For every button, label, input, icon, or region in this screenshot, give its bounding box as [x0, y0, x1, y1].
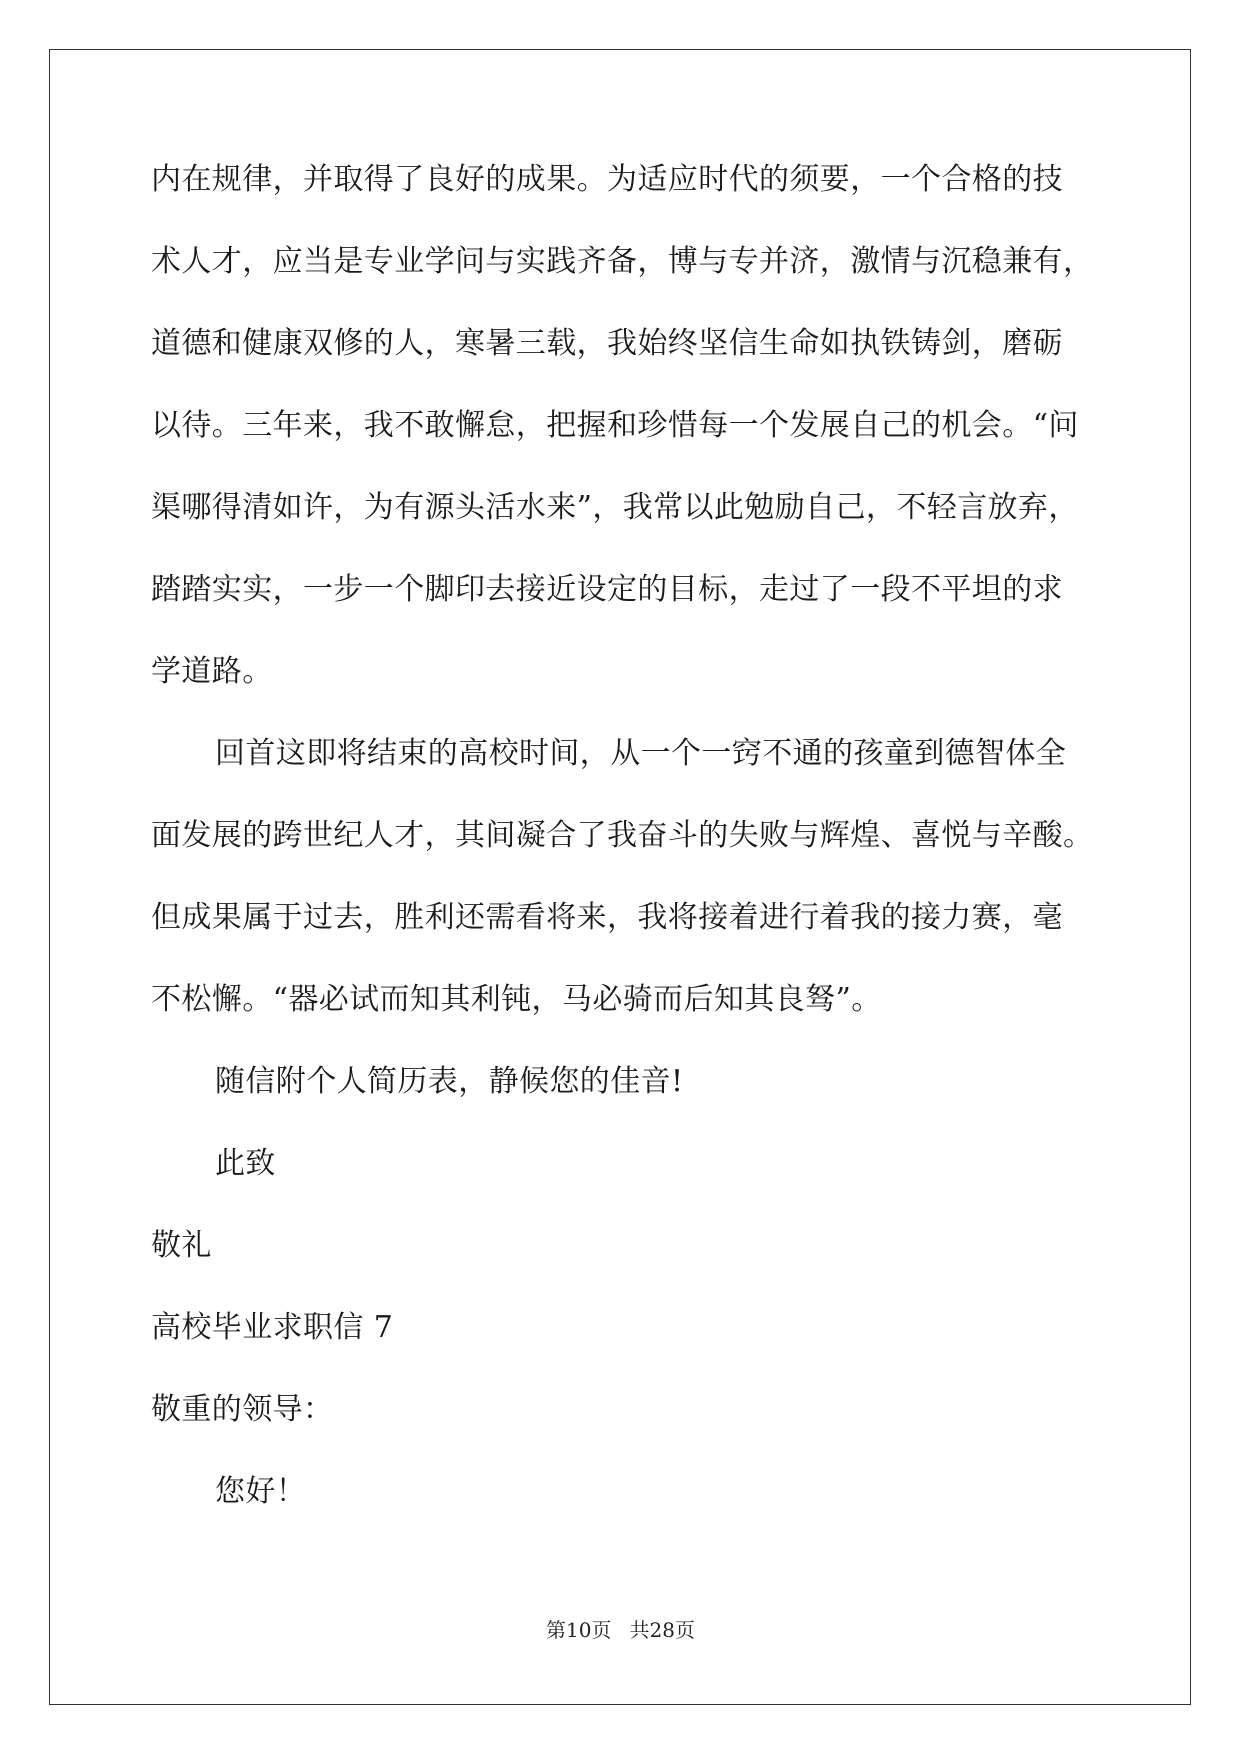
total-pages: 共28页 — [629, 1618, 695, 1642]
letter-greeting: 敬重的领导： — [151, 1392, 334, 1427]
paragraph-line: 术人才，应当是专业学问与实践齐备，博与专并济，激情与沉稳兼有， — [151, 244, 1094, 279]
current-page-number: 第10页 — [546, 1618, 612, 1642]
paragraph-line: 渠哪得清如许，为有源头活水来”，我常以此勉励自己，不轻言放弃， — [151, 490, 1079, 525]
closing-line: 随信附个人简历表，静候您的佳音! — [215, 1064, 684, 1099]
paragraph-line: 以待。三年来，我不敢懈怠，把握和珍惜每一个发展自己的机会。“问 — [151, 408, 1079, 443]
paragraph-line: 踏踏实实，一步一个脚印去接近设定的目标，走过了一段不平坦的求 — [151, 572, 1063, 607]
salutation-cizhi: 此致 — [215, 1146, 276, 1181]
paragraph-line: 不松懈。“器必试而知其利钝，马必骑而后知其良驽”。 — [151, 982, 882, 1017]
paragraph-line: 面发展的跨世纪人才，其间凝合了我奋斗的失败与辉煌、喜悦与辛酸。 — [151, 818, 1094, 853]
salutation-jingli: 敬礼 — [151, 1228, 212, 1263]
document-body — [151, 160, 1111, 1554]
section-heading: 高校毕业求职信 7 — [151, 1310, 394, 1345]
letter-hello: 您好！ — [215, 1474, 307, 1509]
paragraph-line: 内在规律，并取得了良好的成果。为适应时代的须要，一个合格的技 — [151, 162, 1063, 197]
page-footer — [0, 1614, 1241, 1643]
paragraph-line: 学道路。 — [151, 654, 273, 689]
paragraph-line: 但成果属于过去，胜利还需看将来，我将接着进行着我的接力赛，毫 — [151, 900, 1063, 935]
paragraph-line: 回首这即将结束的高校时间，从一个一窍不通的孩童到德智体全 — [215, 736, 1067, 771]
paragraph-line: 道德和健康双修的人，寒暑三载，我始终坚信生命如执铁铸剑，磨砺 — [151, 326, 1063, 361]
